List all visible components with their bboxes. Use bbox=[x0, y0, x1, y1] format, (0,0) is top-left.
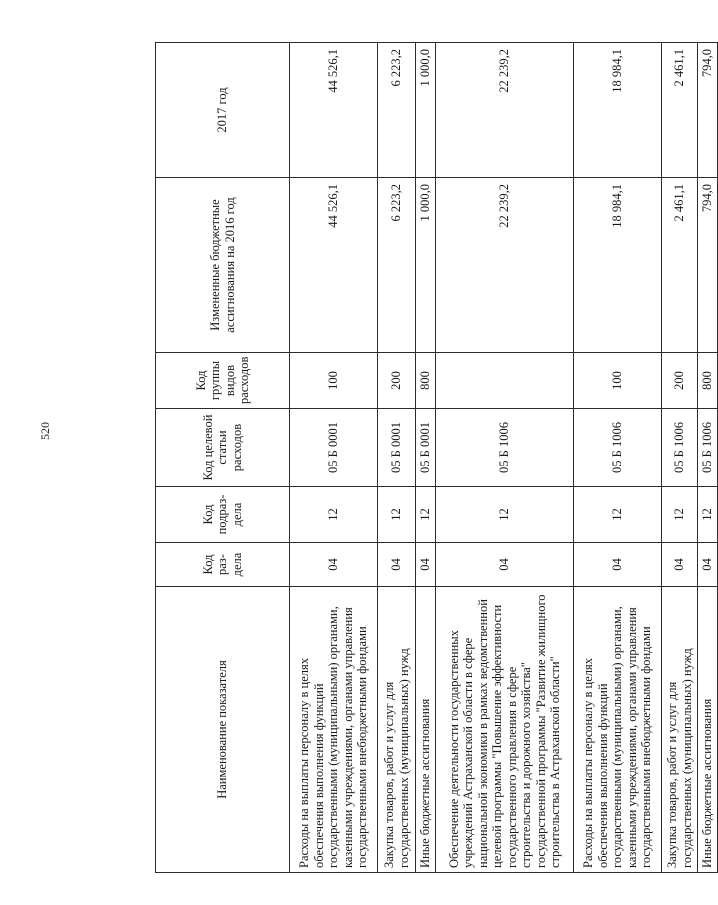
table-row bbox=[436, 43, 574, 873]
cell-razdel: 04 bbox=[436, 543, 574, 587]
cell-podrazdel: 12 bbox=[662, 487, 698, 543]
cell-statya: 05 Б 0001 bbox=[416, 409, 436, 487]
cell-gruppa: 800 bbox=[416, 353, 436, 409]
cell-izm-2016: 44 526,1 bbox=[290, 178, 378, 353]
cell-statya: 05 Б 0001 bbox=[290, 409, 378, 487]
cell-statya: 05 Б 1006 bbox=[662, 409, 698, 487]
cell-podrazdel: 12 bbox=[416, 487, 436, 543]
page-number: 520 bbox=[38, 422, 52, 440]
cell-2017: 18 984,1 bbox=[574, 43, 662, 178]
cell-statya: 05 Б 1006 bbox=[698, 409, 718, 487]
rotated-table-wrapper bbox=[155, 43, 715, 873]
table-row bbox=[290, 43, 378, 873]
table-header-row bbox=[156, 43, 290, 873]
cell-statya: 05 Б 0001 bbox=[378, 409, 416, 487]
cell-izm-2016: 2 461,1 bbox=[662, 178, 698, 353]
header-izm-2016: Измененные бюджетные ассигнования на 2016 год bbox=[156, 178, 290, 353]
cell-razdel: 04 bbox=[662, 543, 698, 587]
header-statya: Код целевой статьи расходов bbox=[156, 409, 290, 487]
table-row bbox=[698, 43, 718, 873]
cell-razdel: 04 bbox=[290, 543, 378, 587]
cell-name: Расходы на выплаты персоналу в целях обеспечения выполнения функций государственными (муниципальными) органами, казенными учреждениями, органами управления государственными внебюджетными фондами bbox=[574, 587, 662, 873]
cell-name: Закупка товаров, работ и услуг для государственных (муниципальных) нужд bbox=[662, 587, 698, 873]
cell-izm-2016: 18 984,1 bbox=[574, 178, 662, 353]
cell-podrazdel: 12 bbox=[574, 487, 662, 543]
cell-gruppa: 800 bbox=[698, 353, 718, 409]
cell-izm-2016: 1 000,0 bbox=[416, 178, 436, 353]
cell-razdel: 04 bbox=[574, 543, 662, 587]
cell-name: Закупка товаров, работ и услуг для государственных (муниципальных) нужд bbox=[378, 587, 416, 873]
table-row bbox=[662, 43, 698, 873]
header-razdel: Код раз-дела bbox=[156, 543, 290, 587]
cell-2017: 794,0 bbox=[698, 43, 718, 178]
table-row bbox=[378, 43, 416, 873]
cell-razdel: 04 bbox=[698, 543, 718, 587]
cell-podrazdel: 12 bbox=[290, 487, 378, 543]
cell-name: Обеспечение деятельности государственных учреждений Астраханской области в сфере национальной экономики в рамках ведомственной целевой программы "Повышение эффективности государственного управления в сфере строительства и дорожного хозяйства" государственной программы "Развитие жилищного строительства в Астраханской области" bbox=[436, 587, 574, 873]
cell-name: Иные бюджетные ассигнования bbox=[416, 587, 436, 873]
table-row bbox=[416, 43, 436, 873]
cell-podrazdel: 12 bbox=[378, 487, 416, 543]
cell-izm-2016: 794,0 bbox=[698, 178, 718, 353]
cell-2017: 44 526,1 bbox=[290, 43, 378, 178]
cell-name: Иные бюджетные ассигнования bbox=[698, 587, 718, 873]
cell-2017: 1 000,0 bbox=[416, 43, 436, 178]
cell-izm-2016: 6 223,2 bbox=[378, 178, 416, 353]
cell-gruppa: 200 bbox=[662, 353, 698, 409]
cell-razdel: 04 bbox=[378, 543, 416, 587]
cell-gruppa: 100 bbox=[290, 353, 378, 409]
cell-izm-2016: 22 239,2 bbox=[436, 178, 574, 353]
budget-table bbox=[155, 42, 718, 873]
cell-statya: 05 Б 1006 bbox=[574, 409, 662, 487]
cell-statya: 05 Б 1006 bbox=[436, 409, 574, 487]
cell-razdel: 04 bbox=[416, 543, 436, 587]
table-row bbox=[574, 43, 662, 873]
header-2017: 2017 год bbox=[156, 43, 290, 178]
cell-podrazdel: 12 bbox=[698, 487, 718, 543]
cell-gruppa: 200 bbox=[378, 353, 416, 409]
cell-2017: 6 223,2 bbox=[378, 43, 416, 178]
cell-2017: 22 239,2 bbox=[436, 43, 574, 178]
cell-2017: 2 461,1 bbox=[662, 43, 698, 178]
header-name: Наименование показателя bbox=[156, 587, 290, 873]
cell-gruppa: 100 bbox=[574, 353, 662, 409]
cell-podrazdel: 12 bbox=[436, 487, 574, 543]
header-gruppa: Код группы видов расходов bbox=[156, 353, 290, 409]
header-podrazdel: Код подраз-дела bbox=[156, 487, 290, 543]
cell-name: Расходы на выплаты персоналу в целях обеспечения выполнения функций государственными (муниципальными) органами, казенными учреждениями, органами управления государственными внебюджетными фондами bbox=[290, 587, 378, 873]
cell-gruppa bbox=[436, 353, 574, 409]
